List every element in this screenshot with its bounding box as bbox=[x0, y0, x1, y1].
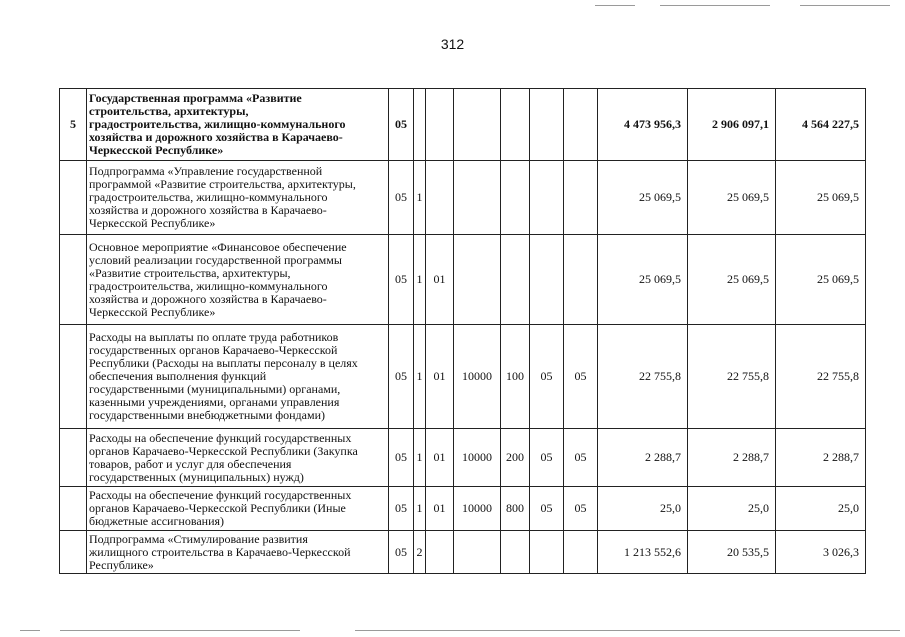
amount-year2-cell: 20 535,5 bbox=[688, 531, 776, 574]
row-number-cell bbox=[60, 161, 87, 235]
row-number-cell bbox=[60, 325, 87, 429]
amount-year2-cell: 25 069,5 bbox=[688, 235, 776, 325]
code-direction-cell: 10000 bbox=[454, 487, 501, 531]
amount-year3-cell: 3 026,3 bbox=[776, 531, 866, 574]
amount-year3-cell: 2 288,7 bbox=[776, 429, 866, 487]
code-ministry-cell: 05 bbox=[389, 531, 414, 574]
item-name-cell: Подпрограмма «Стимулирование развития жилищного строительства в Карачаево-Черкесской Республике» bbox=[87, 531, 389, 574]
code-direction-cell bbox=[454, 89, 501, 161]
code-subsection-cell: 05 bbox=[564, 325, 598, 429]
row-number-cell bbox=[60, 531, 87, 574]
budget-table-body bbox=[60, 89, 866, 574]
code-section-cell bbox=[530, 89, 564, 161]
code-activity-cell bbox=[426, 89, 454, 161]
code-expense-type-cell bbox=[501, 531, 530, 574]
code-direction-cell bbox=[454, 531, 501, 574]
item-name-cell: Подпрограмма «Управление государственной программой «Развитие строительства, архитектуры, градостроительства, жилищно-коммунального хозяйства и дорожного хозяйства в Карачаево- Черкесской Республике» bbox=[87, 161, 389, 235]
code-ministry-cell: 05 bbox=[389, 487, 414, 531]
table-row bbox=[60, 325, 866, 429]
row-number-cell bbox=[60, 235, 87, 325]
code-subsection-cell: 05 bbox=[564, 429, 598, 487]
code-activity-cell: 01 bbox=[426, 487, 454, 531]
amount-year1-cell: 22 755,8 bbox=[598, 325, 688, 429]
code-subprogram-cell: 1 bbox=[414, 325, 426, 429]
code-section-cell: 05 bbox=[530, 325, 564, 429]
table-row bbox=[60, 89, 866, 161]
row-number-cell bbox=[60, 487, 87, 531]
code-expense-type-cell bbox=[501, 161, 530, 235]
code-subsection-cell bbox=[564, 531, 598, 574]
code-direction-cell bbox=[454, 235, 501, 325]
code-expense-type-cell: 200 bbox=[501, 429, 530, 487]
table-row bbox=[60, 531, 866, 574]
amount-year1-cell: 25 069,5 bbox=[598, 161, 688, 235]
code-ministry-cell: 05 bbox=[389, 89, 414, 161]
table-row bbox=[60, 235, 866, 325]
code-ministry-cell: 05 bbox=[389, 161, 414, 235]
code-subprogram-cell: 1 bbox=[414, 429, 426, 487]
code-subprogram-cell: 1 bbox=[414, 487, 426, 531]
amount-year2-cell: 22 755,8 bbox=[688, 325, 776, 429]
code-section-cell: 05 bbox=[530, 429, 564, 487]
amount-year2-cell: 2 288,7 bbox=[688, 429, 776, 487]
item-name-cell: Расходы на выплаты по оплате труда работников государственных органов Карачаево-Черкесской Республики (Расходы на выплаты персоналу в целях обеспечения выполнения функций государственными (муниципальными) органами, казенными учреждениями, органами управления государственными внебюджетными фондами) bbox=[87, 325, 389, 429]
amount-year3-cell: 4 564 227,5 bbox=[776, 89, 866, 161]
code-subprogram-cell bbox=[414, 89, 426, 161]
page-number: 312 bbox=[440, 36, 465, 52]
bottom-scan-rule bbox=[20, 630, 40, 631]
code-expense-type-cell: 100 bbox=[501, 325, 530, 429]
row-number-cell: 5 bbox=[60, 89, 87, 161]
code-activity-cell: 01 bbox=[426, 235, 454, 325]
code-direction-cell: 10000 bbox=[454, 429, 501, 487]
table-row bbox=[60, 429, 866, 487]
code-activity-cell: 01 bbox=[426, 325, 454, 429]
code-ministry-cell: 05 bbox=[389, 325, 414, 429]
amount-year1-cell: 2 288,7 bbox=[598, 429, 688, 487]
amount-year3-cell: 25,0 bbox=[776, 487, 866, 531]
amount-year1-cell: 4 473 956,3 bbox=[598, 89, 688, 161]
amount-year1-cell: 25,0 bbox=[598, 487, 688, 531]
item-name-cell: Расходы на обеспечение функций государственных органов Карачаево-Черкесской Республики (Иные бюджетные ассигнования) bbox=[87, 487, 389, 531]
amount-year1-cell: 25 069,5 bbox=[598, 235, 688, 325]
table-row bbox=[60, 161, 866, 235]
amount-year3-cell: 25 069,5 bbox=[776, 235, 866, 325]
row-number-cell bbox=[60, 429, 87, 487]
code-section-cell: 05 bbox=[530, 487, 564, 531]
top-scan-rule bbox=[595, 5, 635, 6]
code-subprogram-cell: 1 bbox=[414, 161, 426, 235]
item-name-cell: Расходы на обеспечение функций государственных органов Карачаево-Черкесской Республики (Закупка товаров, работ и услуг для обеспечения государственных (муниципальных) нужд) bbox=[87, 429, 389, 487]
bottom-scan-rule bbox=[355, 630, 900, 631]
code-subprogram-cell: 1 bbox=[414, 235, 426, 325]
code-subsection-cell bbox=[564, 89, 598, 161]
code-direction-cell bbox=[454, 161, 501, 235]
code-section-cell bbox=[530, 161, 564, 235]
top-scan-rule bbox=[660, 5, 770, 6]
code-expense-type-cell bbox=[501, 89, 530, 161]
amount-year1-cell: 1 213 552,6 bbox=[598, 531, 688, 574]
code-subsection-cell: 05 bbox=[564, 487, 598, 531]
code-activity-cell: 01 bbox=[426, 429, 454, 487]
amount-year2-cell: 25 069,5 bbox=[688, 161, 776, 235]
code-expense-type-cell bbox=[501, 235, 530, 325]
top-scan-rule bbox=[800, 5, 890, 6]
bottom-scan-rule bbox=[60, 630, 300, 631]
code-expense-type-cell: 800 bbox=[501, 487, 530, 531]
code-section-cell bbox=[530, 235, 564, 325]
code-ministry-cell: 05 bbox=[389, 429, 414, 487]
item-name-cell: Государственная программа «Развитие строительства, архитектуры, градостроительства, жилищно-коммунального хозяйства и дорожного хозяйства в Карачаево- Черкесской Республике» bbox=[87, 89, 389, 161]
code-activity-cell bbox=[426, 531, 454, 574]
amount-year2-cell: 25,0 bbox=[688, 487, 776, 531]
amount-year2-cell: 2 906 097,1 bbox=[688, 89, 776, 161]
code-section-cell bbox=[530, 531, 564, 574]
item-name-cell: Основное мероприятие «Финансовое обеспечение условий реализации государственной программы «Развитие строительства, архитектуры, градостроительства, жилищно-коммунального хозяйства и дорожного хозяйства в Карачаево- Черкесской Республике» bbox=[87, 235, 389, 325]
code-ministry-cell: 05 bbox=[389, 235, 414, 325]
amount-year3-cell: 25 069,5 bbox=[776, 161, 866, 235]
amount-year3-cell: 22 755,8 bbox=[776, 325, 866, 429]
code-subsection-cell bbox=[564, 161, 598, 235]
table-row bbox=[60, 487, 866, 531]
code-activity-cell bbox=[426, 161, 454, 235]
code-direction-cell: 10000 bbox=[454, 325, 501, 429]
code-subsection-cell bbox=[564, 235, 598, 325]
budget-table bbox=[59, 88, 866, 574]
code-subprogram-cell: 2 bbox=[414, 531, 426, 574]
